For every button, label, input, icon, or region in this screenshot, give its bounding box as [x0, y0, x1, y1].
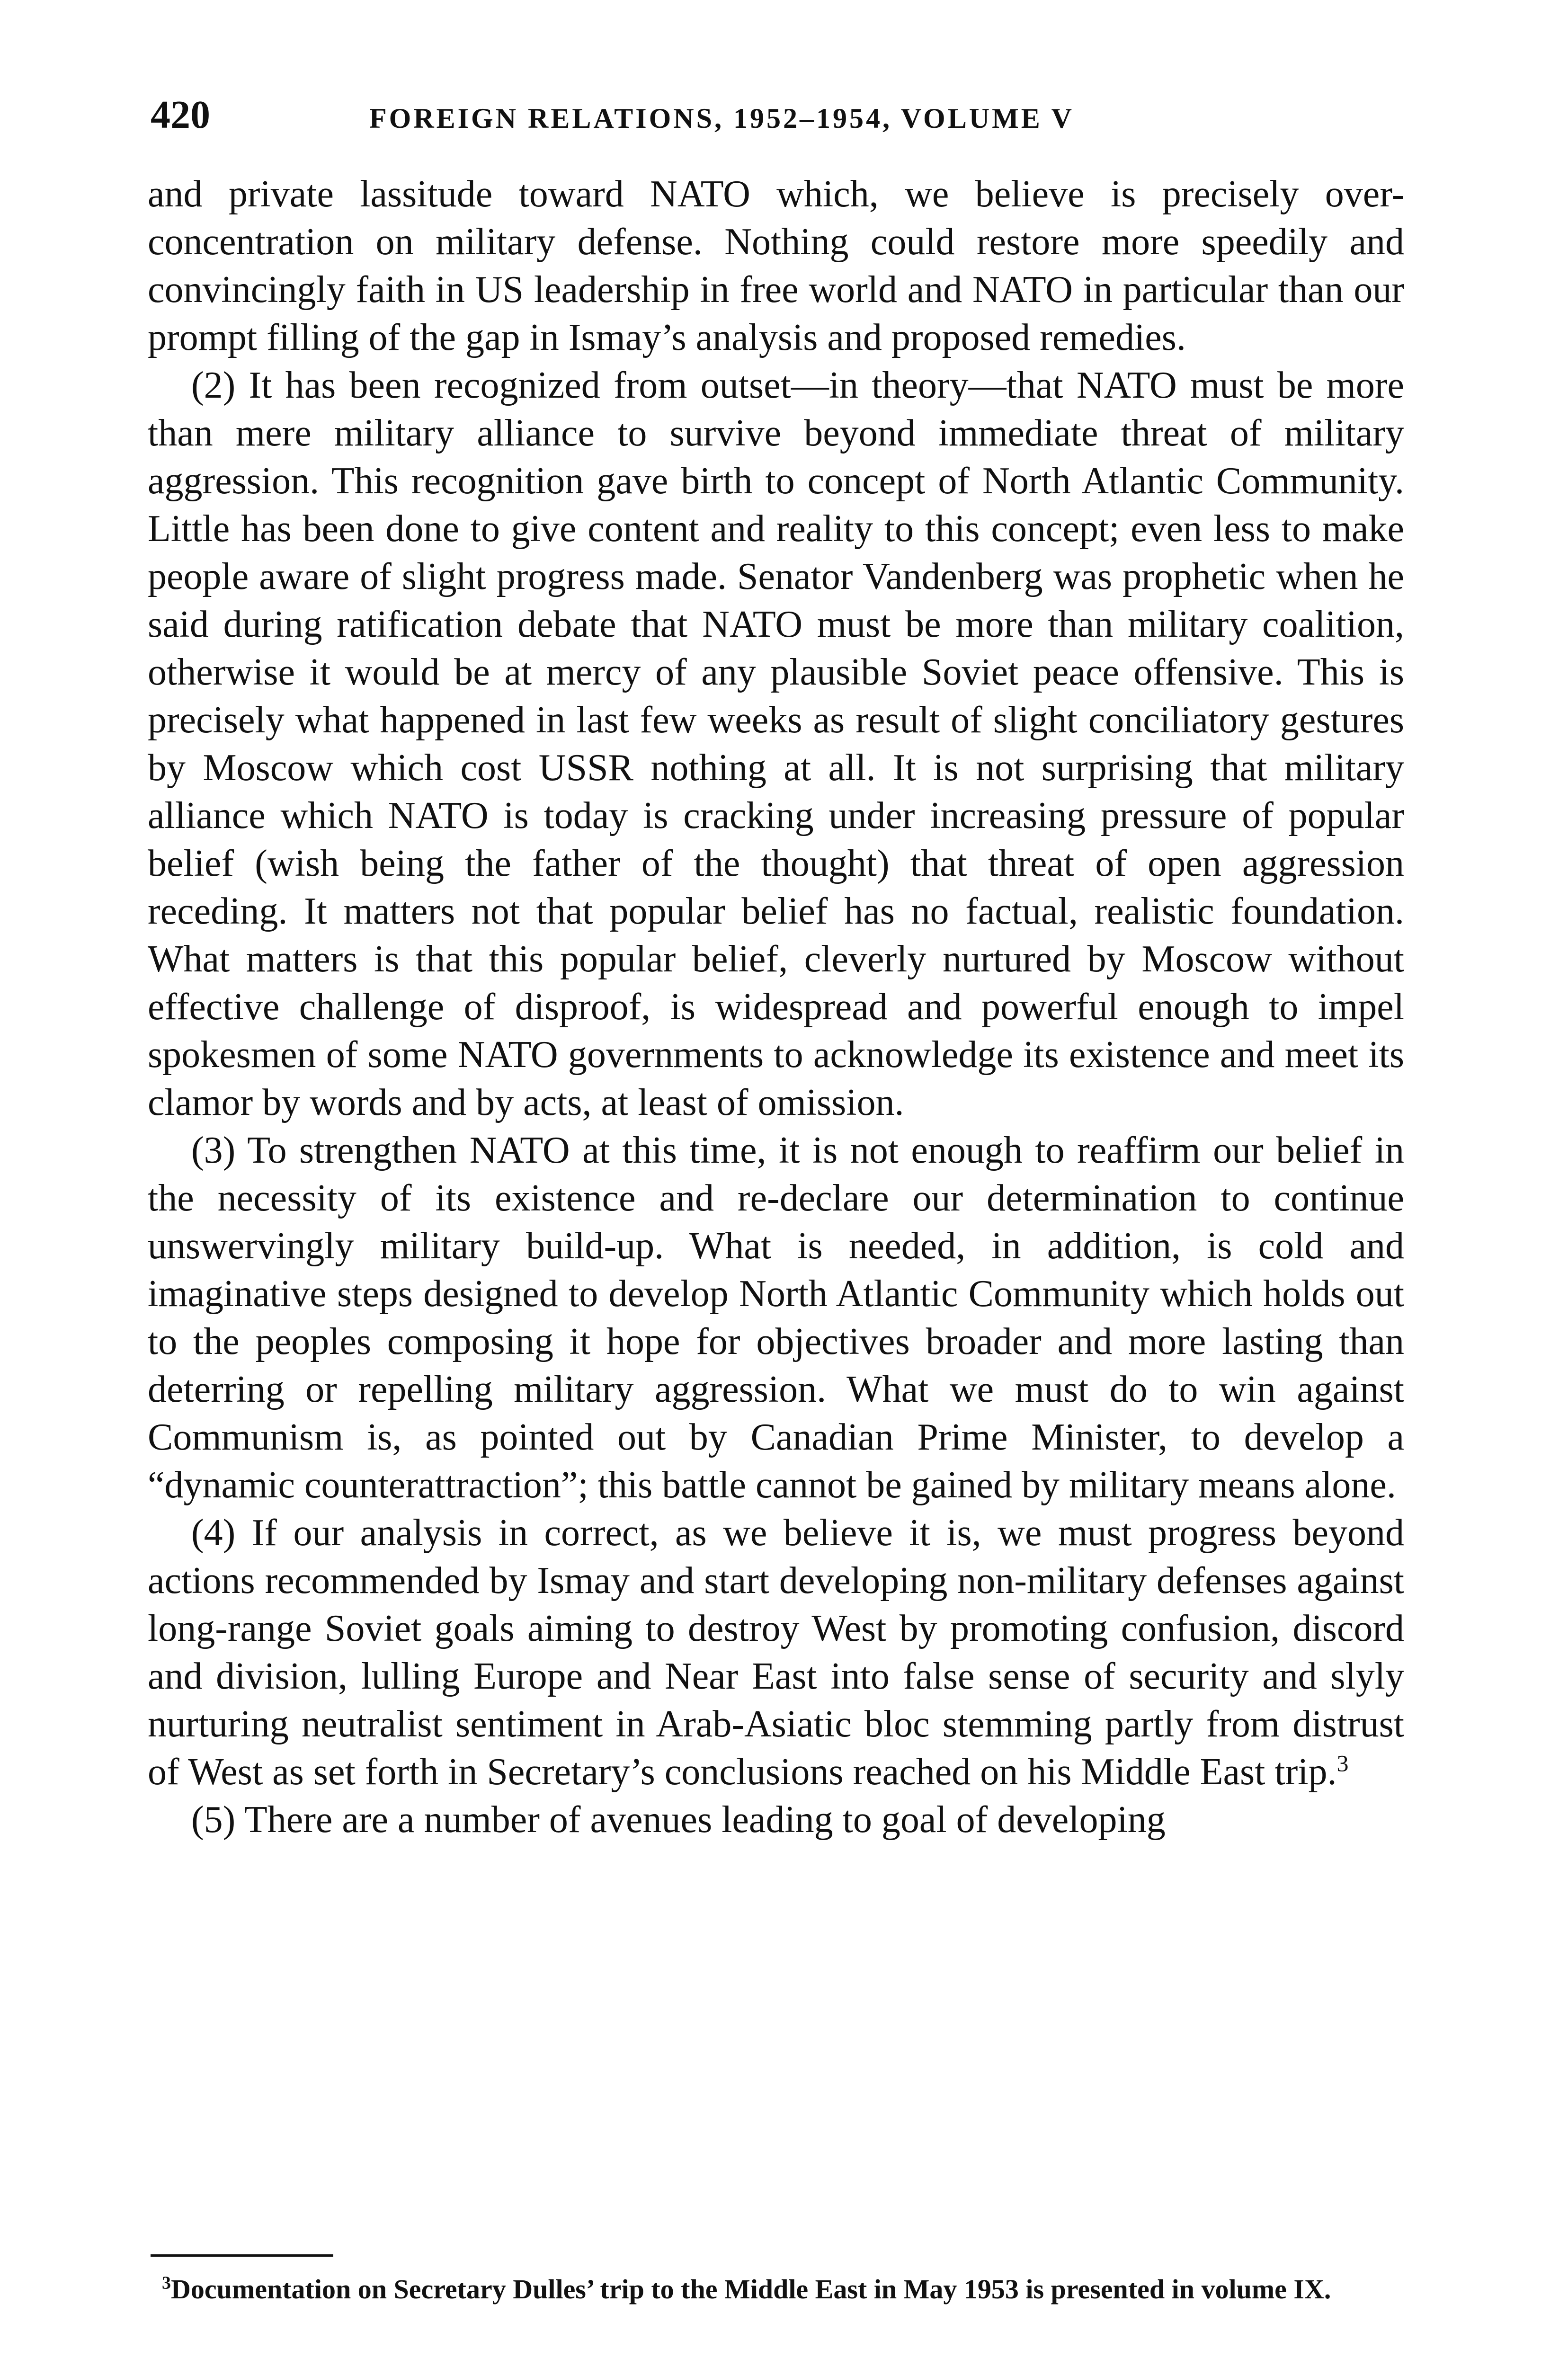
- footnote: [145, 2272, 1404, 2306]
- page-header: [151, 89, 1400, 141]
- running-head: FOREIGN RELATIONS, 1952–1954, VOLUME V: [369, 103, 1074, 134]
- page-number: 420: [151, 93, 210, 137]
- footnote-divider: [151, 2254, 333, 2257]
- paragraph-4: [148, 1509, 1404, 1796]
- paragraph-4-text: (4) If our analysis in correct, as we believe it is, we must progress beyond actions recommended by Ismay and start developing non-military defenses against long-range Soviet goals aiming to destroy West by promoting confusion, discord and division, lulling Europe and Near East into false sense of security and slyly nurturing neutralist sentiment in Arab-Asiatic bloc stemming partly from distrust of West as set forth in Secretary’s conclusions reached on his Middle East trip.: [148, 1512, 1404, 1793]
- footnote-text: Documentation on Secretary Dulles’ trip to the Middle East in May 1953 is presented in volume IX.: [171, 2274, 1331, 2305]
- paragraph-continuation: and private lassitude toward NATO which, we believe is precisely over-concentration on military defense. Nothing could restore more speedily and convincingly faith in US leadership in free world and NATO in particular than our prompt filling of the gap in Ismay’s analysis and proposed remedies.: [148, 173, 1404, 358]
- paragraph-5: (5) There are a number of avenues leading to goal of developing: [191, 1799, 1166, 1841]
- footnote-marker: 3: [162, 2273, 171, 2293]
- body-text: [148, 170, 1404, 1844]
- paragraph-3: (3) To strengthen NATO at this time, it is not enough to reaffirm our belief in the necessity of its existence and re-declare our determination to continue unswervingly military build-up. What is needed, in addition, is cold and imaginative steps designed to develop North Atlantic Community which holds out to the peoples composing it hope for objectives broader and more lasting than deterring or repelling military aggression. What we must do to win against Communism is, as pointed out by Canadian Prime Minister, to develop a “dynamic counterattraction”; this battle cannot be gained by military means alone.: [148, 1130, 1404, 1506]
- footnote-reference: 3: [1336, 1750, 1349, 1777]
- paragraph-2: (2) It has been recognized from outset—in theory—that NATO must be more than mere military alliance to survive beyond immediate threat of military aggression. This recognition gave birth to concept of North Atlantic Community. Little has been done to give content and reality to this concept; even less to make people aware of slight progress made. Senator Vandenberg was prophetic when he said during ratification debate that NATO must be more than military coalition, otherwise it would be at mercy of any plausible Soviet peace offensive. This is precisely what happened in last few weeks as result of slight conciliatory gestures by Moscow which cost USSR nothing at all. It is not surprising that military alliance which NATO is today is cracking under increasing pressure of popular belief (wish being the father of the thought) that threat of open aggression receding. It matters not that popular belief has no factual, realistic foundation. What matters is that this popular belief, cleverly nurtured by Moscow without effective challenge of disproof, is widespread and powerful enough to impel spokesmen of some NATO governments to acknowledge its existence and meet its clamor by words and by acts, at least of omission.: [148, 365, 1404, 1123]
